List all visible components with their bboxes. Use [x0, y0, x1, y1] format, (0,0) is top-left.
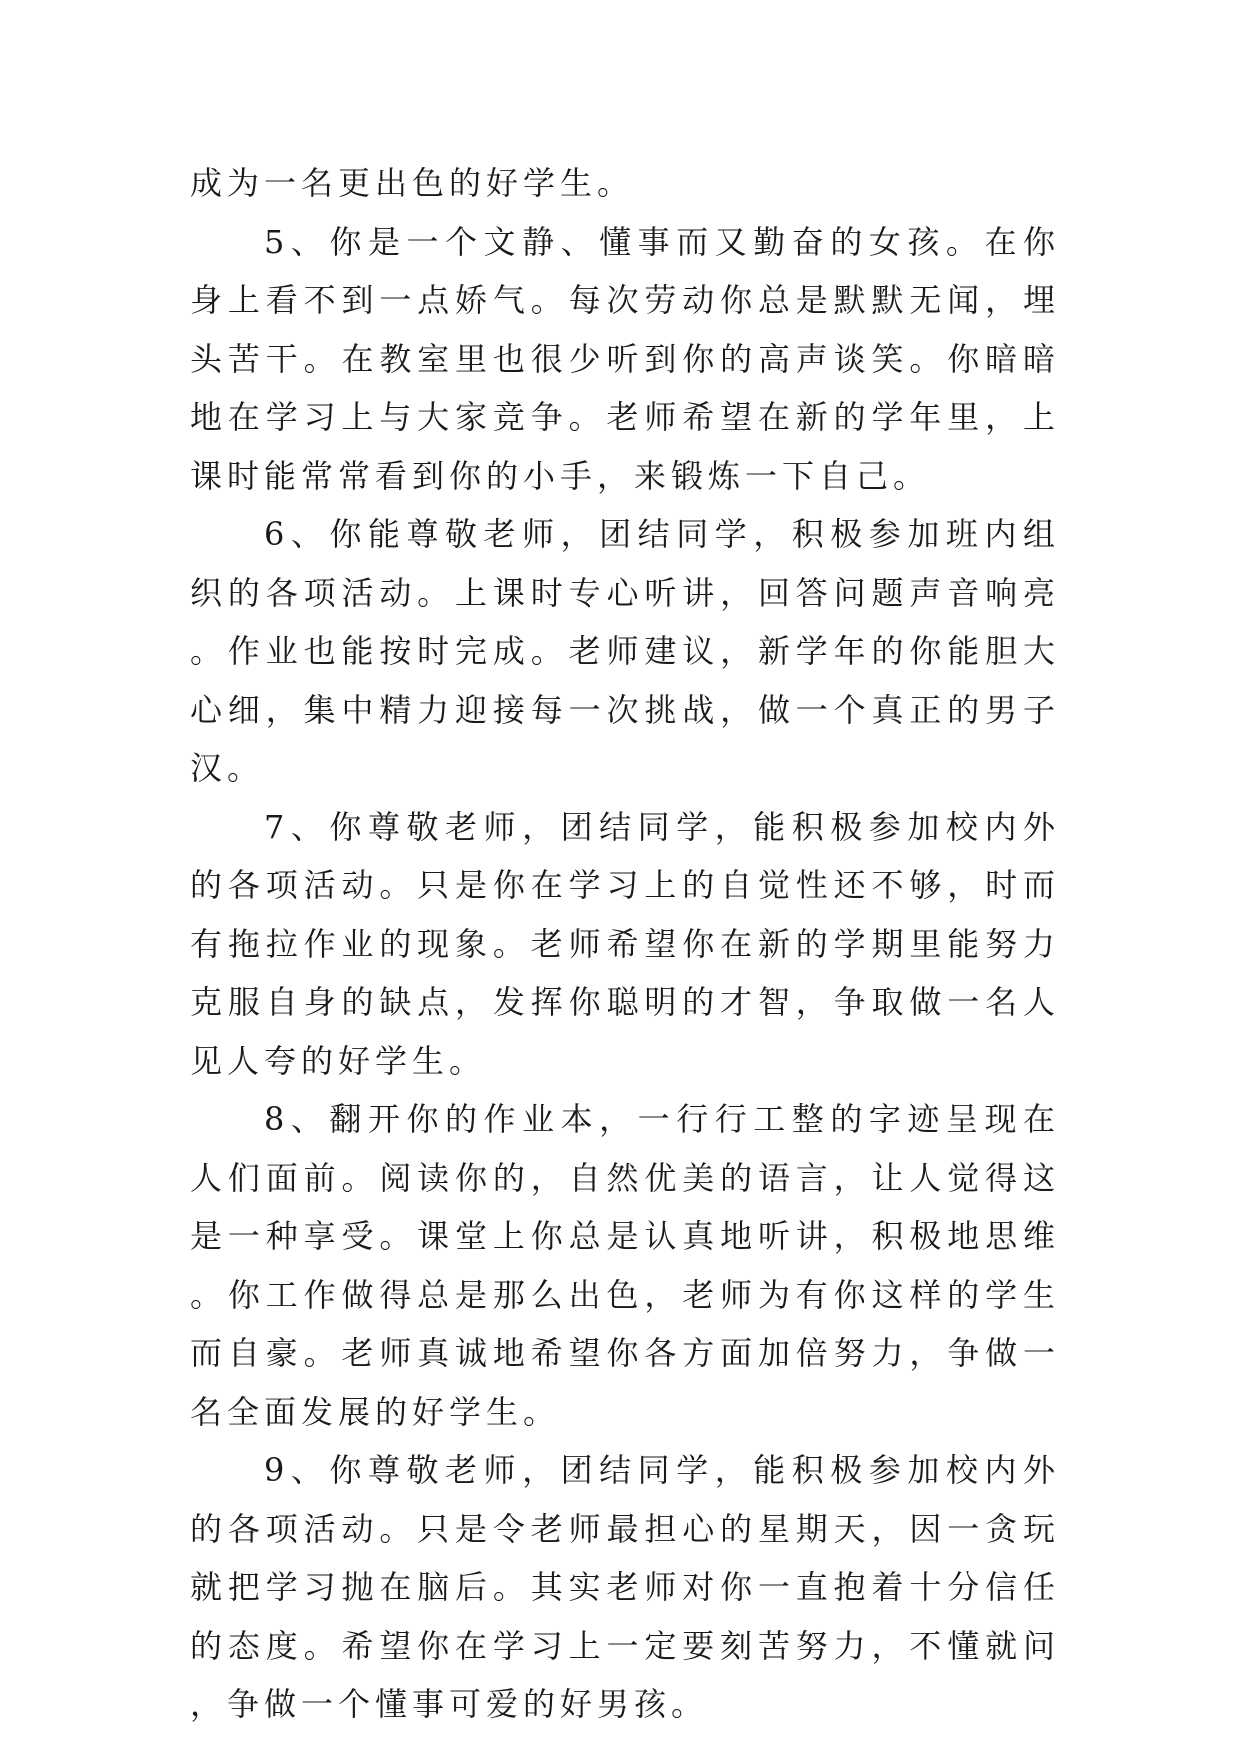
- paragraph-item-9: 9、你尊敬老师，团结同学，能积极参加校内外的各项活动。只是令老师最担心的星期天，因一贪玩就把学习抛在脑后。其实老师对你一直抱着十分信任的态度。希望你在学习上一定要刻苦努力，不懂就问，争做一个懂事可爱的好男孩。: [190, 1451, 1060, 1723]
- paragraph-item-5: 5、你是一个文静、懂事而又勤奋的女孩。在你身上看不到一点娇气。每次劳动你总是默默无闻，埋头苦干。在教室里也很少听到你的高声谈笑。你暗暗地在学习上与大家竞争。老师希望在新的学年里，上课时能常常看到你的小手，来锻炼一下自己。: [190, 222, 1060, 495]
- paragraph-item-8: 8、翻开你的作业本，一行行工整的字迹呈现在人们面前。阅读你的，自然优美的语言，让人觉得这是一种享受。课堂上你总是认真地听讲，积极地思维。你工作做得总是那么出色，老师为有你这样的学生而自豪。老师真诚地希望你各方面加倍努力，争做一名全面发展的好学生。: [190, 1100, 1060, 1431]
- document-body: [190, 154, 1060, 1734]
- paragraph-continuation: 成为一名更出色的好学生。: [190, 164, 635, 202]
- paragraph-item-6: 6、你能尊敬老师，团结同学，积极参加班内组织的各项活动。上课时专心听讲，回答问题声音响亮。作业也能按时完成。老师建议，新学年的你能胆大心细，集中精力迎接每一次挑战，做一个真正的男子汉。: [190, 515, 1060, 787]
- paragraph-item-7: 7、你尊敬老师，团结同学，能积极参加校内外的各项活动。只是你在学习上的自觉性还不够，时而有拖拉作业的现象。老师希望你在新的学期里能努力克服自身的缺点，发挥你聪明的才智，争取做一名人见人夸的好学生。: [190, 807, 1060, 1080]
